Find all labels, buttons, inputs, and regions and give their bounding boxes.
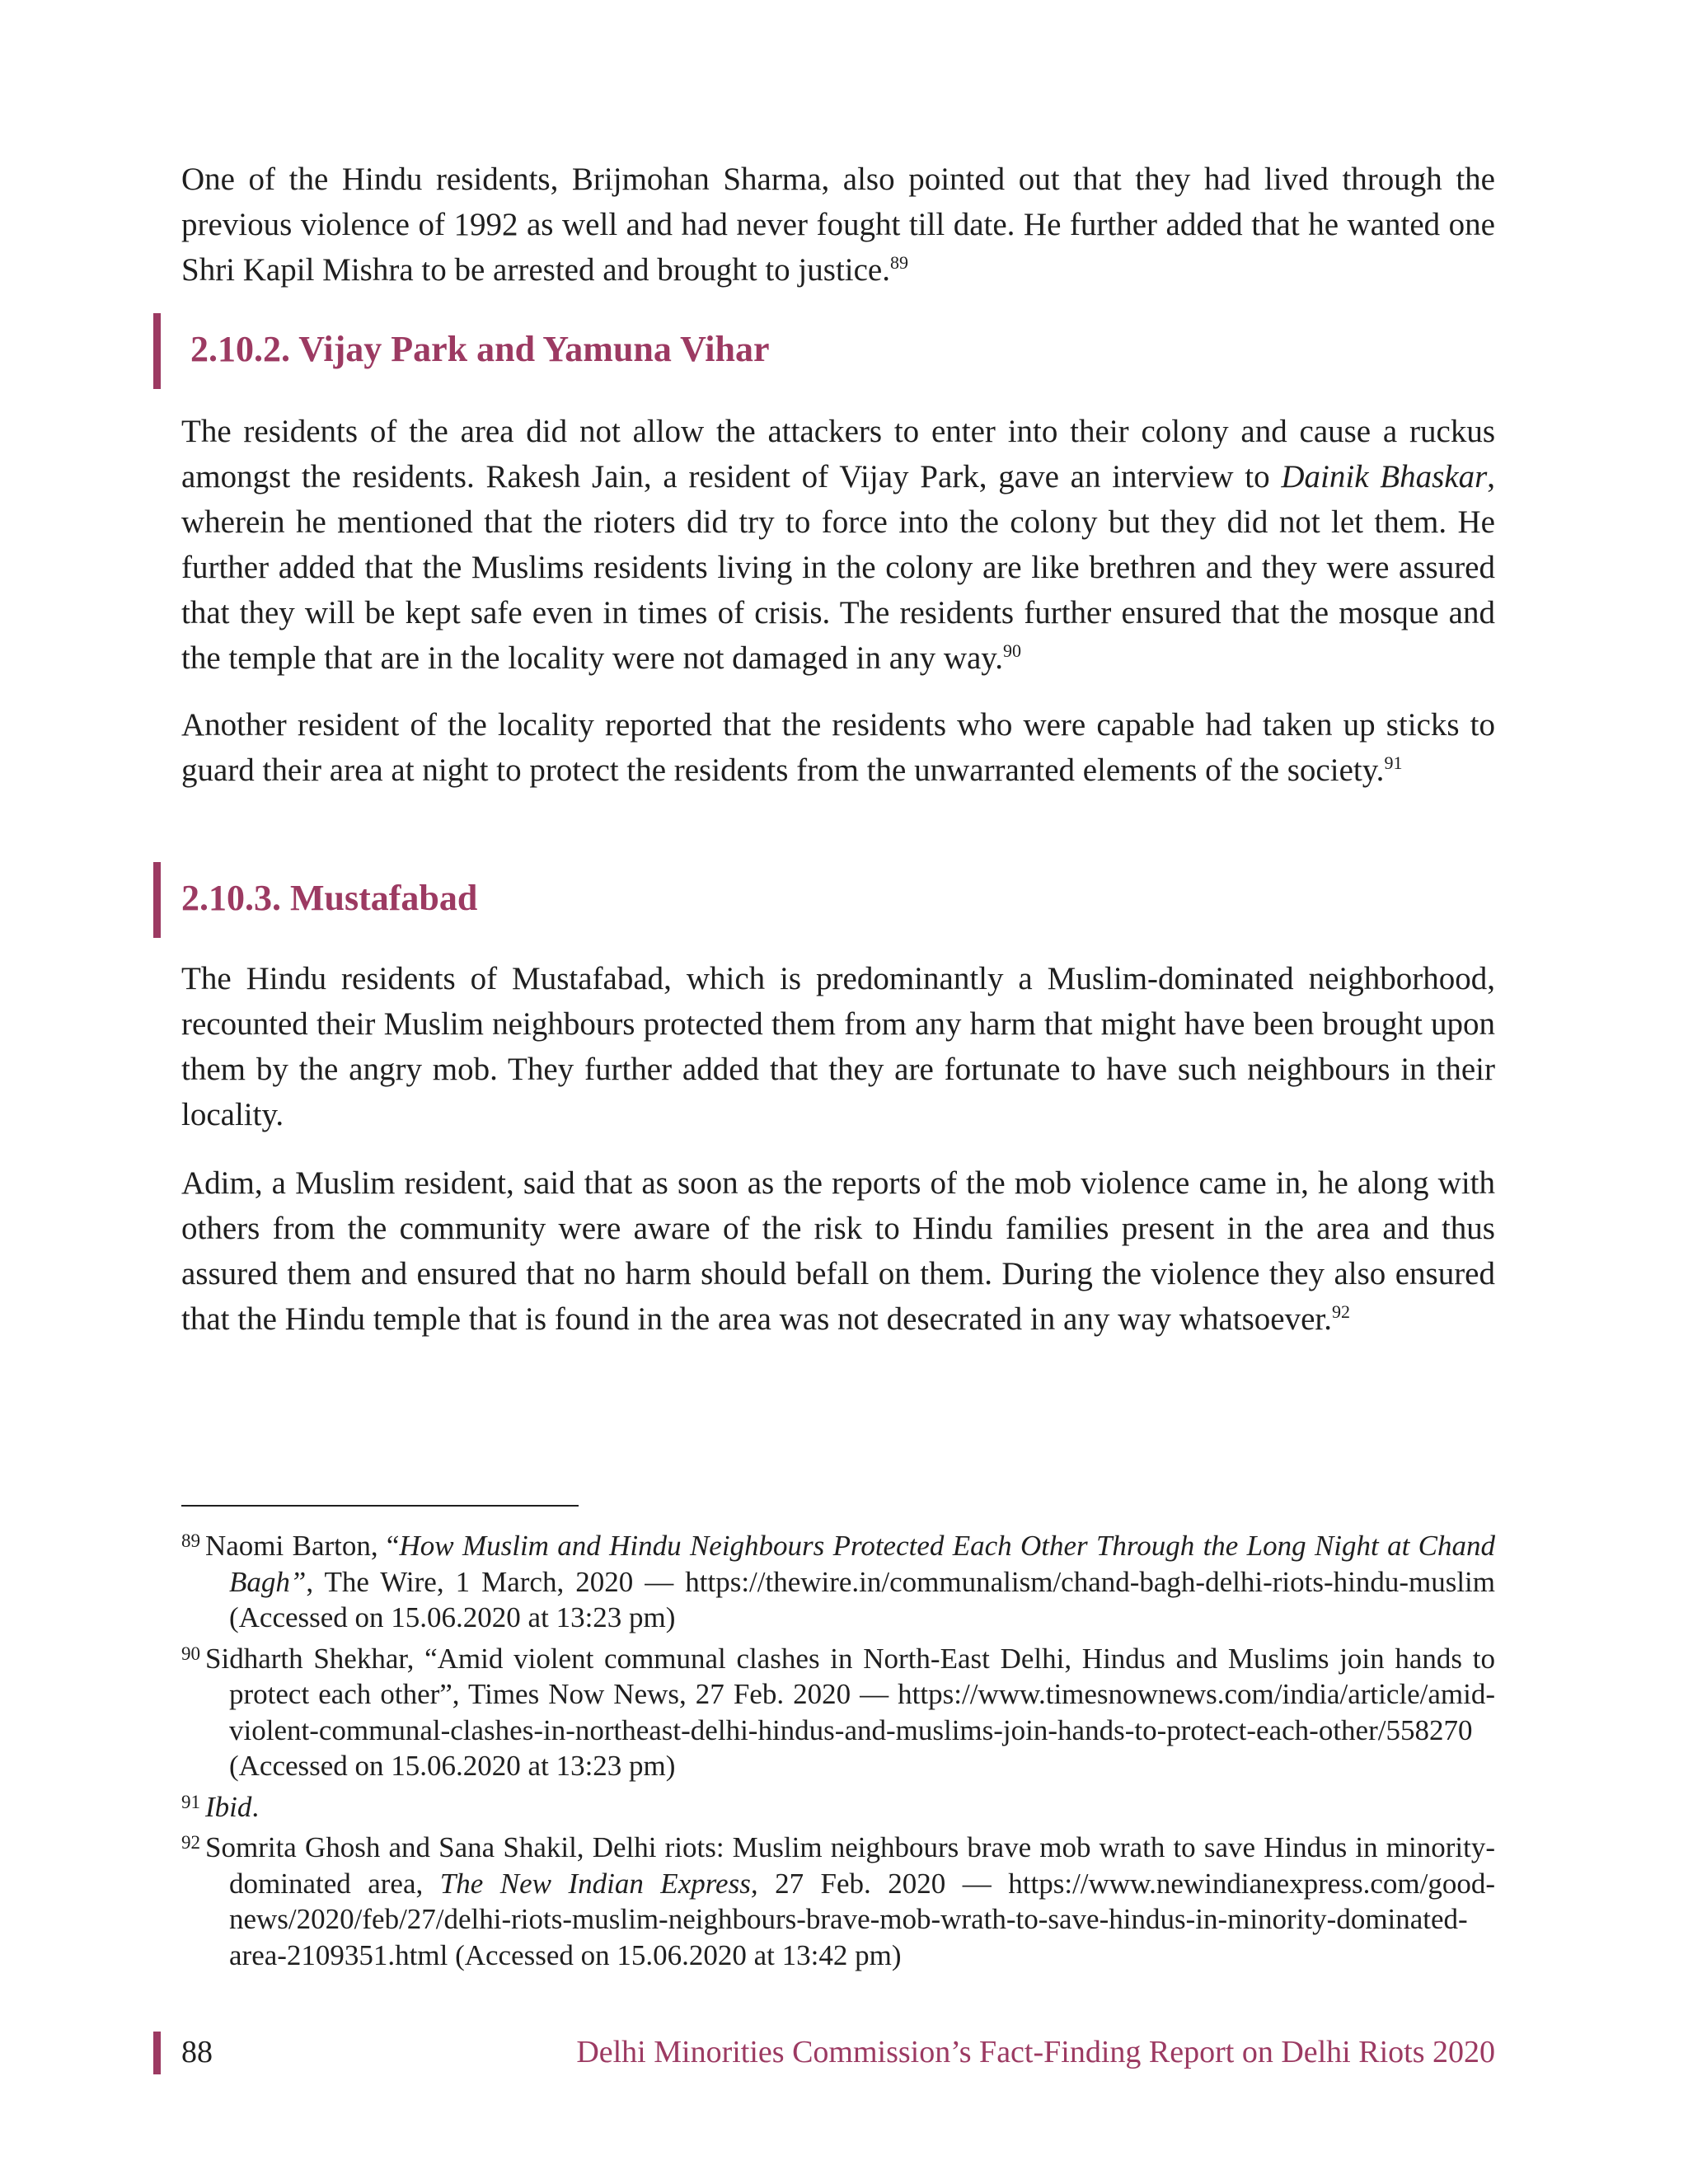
section-heading-vijay-park <box>153 313 1521 389</box>
footnote-ref-91[interactable]: 91 <box>1384 752 1403 773</box>
heading-text: 2.10.3. Mustafabad <box>181 878 478 918</box>
page-number: 88 <box>181 2035 213 2069</box>
footnote-89: $^{89}$ Naomi Barton, “How Muslim and Hindu Neighbours Protected Each Other Through the Long Night at Chand Bagh”, The Wire, 1 March, 2020 — https://thewire.in/communalism/chand-bagh-delhi-riots-hindu-muslim (Accessed on 15.06.2020 at 13:23 pm) <box>181 1530 1495 1633</box>
footer-accent-bar <box>153 2032 161 2074</box>
paragraph-adim <box>181 1160 1495 1342</box>
newspaper-name: Dainik Bhaskar <box>1281 459 1488 494</box>
footnotes <box>181 1523 1495 1973</box>
paragraph-text: Another resident of the locality reported that the residents who were capable had taken up sticks to guard their area at night to protect the residents from the unwarranted elements of the society. <box>181 707 1495 788</box>
running-title: Delhi Minorities Commission’s Fact-Finding Report on Delhi Riots 2020 <box>576 2035 1495 2069</box>
heading-text: 2.10.2. Vijay Park and Yamuna Vihar <box>190 329 770 369</box>
footnote-90: $^{90}$ Sidharth Shekhar, “Amid violent communal clashes in North-East Delhi, Hindus and Muslims join hands to protect each other”, Times Now News, 27 Feb. 2020 — https://www.timesnownews.com/india/article/amid-violent-communal-clashes-in-northeast-delhi-hindus-and-muslims-join-hands-to-protect-each-other/558270 (Accessed on 15.06.2020 at 13:23 pm) <box>181 1642 1495 1782</box>
section-heading-mustafabad <box>153 862 1521 938</box>
paragraph-sticks <box>181 702 1495 793</box>
paragraph-text: One of the Hindu residents, Brijmohan Sharma, also pointed out that they had lived through the previous violence of 1992 as well and had never fought till date. He further added that he wanted one Shri Kapil Mishra to be arrested and brought to justice. <box>181 162 1495 288</box>
paragraph-text: Adim, a Muslim resident, said that as soon as the reports of the mob violence came in, he along with others from the community were aware of the risk to Hindu families present in the area and thus assured them and ensured that no harm should befall on them. During the violence they also ensured that the Hindu temple that is found in the area was not desecrated in any way whatsoever. <box>181 1165 1495 1337</box>
footnote-ref-90[interactable]: 90 <box>1003 640 1022 661</box>
footnote-91: $^{91}$ Ibid. <box>181 1790 260 1823</box>
paragraph-rakesh-jain: The residents of the area did not allow the attackers to enter into their colony and cause a ruckus amongst the residents. Rakesh Jain, a resident of Vijay Park, gave an interview to Dainik Bhaskar, wherein he mentioned that the rioters did try to force into the colony but they did not let them. He further added that the Muslims residents living in the colony are like brethren and they were assured that they will be kept safe even in times of crisis. The residents further ensured that the mosque and the temple that are in the locality were not damaged in any way.$^{90}$ <box>181 414 1496 676</box>
footnote-divider <box>181 1505 579 1507</box>
footnote-ref-89[interactable]: 89 <box>889 252 908 273</box>
paragraph-brijmohan <box>181 157 1495 293</box>
footnote-92: $^{92}$ Somrita Ghosh and Sana Shakil, Delhi riots: Muslim neighbours brave mob wrath to save Hindus in minority-dominated area, The New Indian Express, 27 Feb. 2020 — https://www.newindianexpress.com/good-news/2020/feb/27/delhi-riots-muslim-neighbours-brave-mob-wrath-to-save-hindus-in-minority-dominated-area-2109351.html (Accessed on 15.06.2020 at 13:42 pm) <box>181 1831 1495 1971</box>
paragraph-hindu-residents: The Hindu residents of Mustafabad, which is predominantly a Muslim-dominated neighborhood, recounted their Muslim neighbours protected them from any harm that might have been brought upon them by the angry mob. They further added that they are fortunate to have such neighbours in their locality. <box>181 961 1495 1132</box>
footnote-ref-92[interactable]: 92 <box>1331 1301 1350 1322</box>
